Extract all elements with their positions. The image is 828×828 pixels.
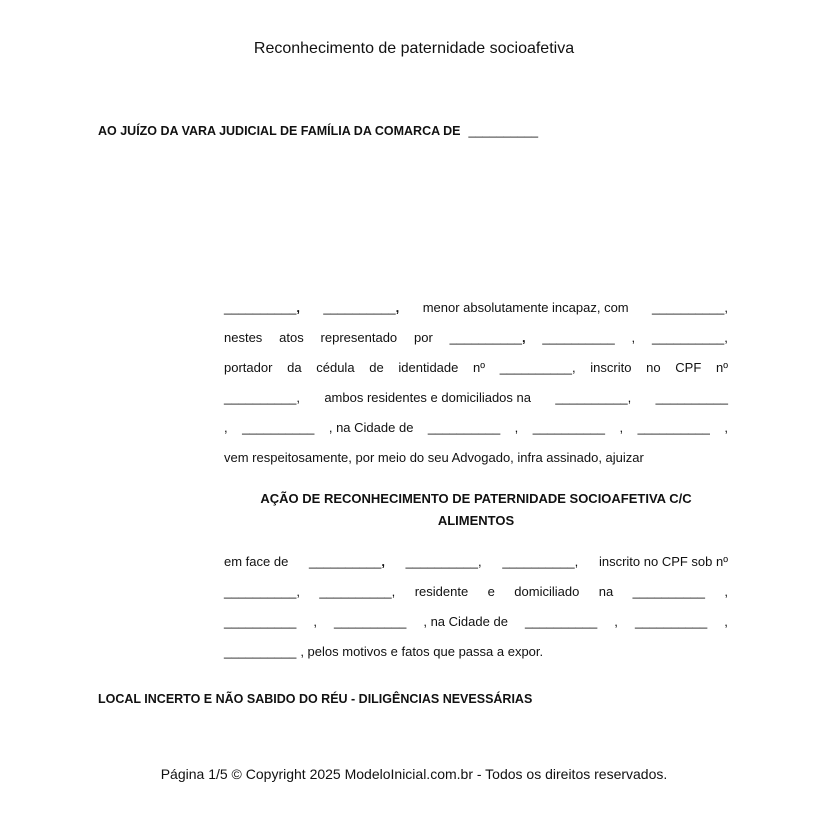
separator-comma: , [724, 614, 728, 629]
separator-comma: , [724, 420, 728, 435]
parties-line-4 [224, 390, 728, 408]
parties-word: cédula [316, 360, 355, 375]
blank-field: __________ [224, 614, 297, 629]
parties-word: de [369, 360, 384, 375]
action-title [224, 488, 728, 532]
blank-field: __________ [542, 330, 615, 345]
separator-comma: , [724, 584, 728, 599]
defendant-text: , pelos motivos e fatos que passa a expor. [300, 644, 544, 659]
parties-word: no [646, 360, 661, 375]
blank-field: __________, [323, 300, 400, 315]
blank-field: __________ [532, 420, 606, 435]
blank-field: __________, [224, 390, 300, 405]
defendant-line-4 [224, 644, 728, 662]
blank-field: __________ [632, 584, 705, 599]
separator-comma: , [614, 614, 618, 629]
defendant-location-heading: LOCAL INCERTO E NÃO SABIDO DO RÉU - DILIGÊNCIAS NEVESSÁRIAS [98, 692, 533, 706]
separator-comma: , [514, 420, 519, 435]
blank-field: __________ [224, 644, 297, 659]
parties-word: por [414, 330, 433, 345]
defendant-word: domiciliado [514, 584, 580, 599]
blank-field: __________, [499, 360, 576, 375]
parties-text: , na Cidade de [328, 420, 414, 435]
blank-field: __________, [405, 554, 482, 569]
parties-line-5 [224, 420, 728, 438]
separator-comma: , [631, 330, 636, 345]
blank-field: __________, [224, 300, 300, 315]
parties-word: nº [473, 360, 486, 375]
blank-field: __________, [449, 330, 526, 345]
court-heading-text: AO JUÍZO DA VARA JUDICIAL DE FAMÍLIA DA COMARCA DE [98, 124, 461, 138]
court-blank: __________ [468, 124, 539, 138]
defendant-word: na [598, 584, 614, 599]
parties-word: da [287, 360, 302, 375]
parties-text: menor absolutamente incapaz, com [422, 300, 629, 315]
blank-field: __________ [634, 614, 708, 629]
defendant-text: , na Cidade de [423, 614, 508, 629]
action-title-line-1: AÇÃO DE RECONHECIMENTO DE PATERNIDADE SOCIOAFETIVA C/C [260, 491, 692, 506]
defendant-line-1 [224, 554, 728, 572]
defendant-word: e [487, 584, 495, 599]
blank-field: __________ [334, 614, 407, 629]
blank-field: __________ [242, 420, 315, 435]
blank-field: __________, [652, 300, 728, 315]
parties-word: nº [715, 360, 728, 375]
parties-line-6 [224, 450, 728, 468]
parties-line-2 [224, 330, 728, 348]
separator-comma: , [619, 420, 624, 435]
blank-field: __________, [309, 554, 385, 569]
parties-word: identidade [398, 360, 459, 375]
parties-text: ambos residentes e domiciliados na [324, 390, 531, 405]
defendant-line-2 [224, 584, 728, 602]
blank-field: __________ [524, 614, 598, 629]
defendant-text: em face de [224, 554, 289, 569]
parties-word: nestes [224, 330, 263, 345]
parties-word: representado [320, 330, 398, 345]
blank-field: __________ [637, 420, 710, 435]
blank-field: __________, [651, 330, 728, 345]
blank-field: __________, [555, 390, 632, 405]
separator-comma: , [224, 420, 228, 435]
action-title-line-2: ALIMENTOS [437, 513, 515, 528]
defendant-word: residente [414, 584, 469, 599]
blank-field: __________ [427, 420, 501, 435]
defendant-line-3 [224, 614, 728, 632]
court-heading [98, 124, 538, 138]
document-title: Reconhecimento de paternidade socioafetiva [253, 40, 575, 57]
page-footer: Página 1/5 © Copyright 2025 ModeloInicial.com.br - Todos os direitos reservados. [160, 766, 668, 782]
parties-line-3 [224, 360, 728, 378]
parties-word: atos [279, 330, 304, 345]
parties-word: CPF [675, 360, 702, 375]
parties-word: portador [224, 360, 273, 375]
blank-field: __________, [319, 584, 396, 599]
defendant-text: inscrito no CPF sob nº [598, 554, 728, 569]
blank-field: __________, [224, 584, 300, 599]
parties-line-1 [224, 300, 728, 318]
separator-comma: , [313, 614, 317, 629]
parties-text: vem respeitosamente, por meio do seu Advogado, infra assinado, ajuizar [224, 450, 644, 465]
parties-word: inscrito [590, 360, 632, 375]
blank-field: __________, [502, 554, 579, 569]
blank-field: __________ [655, 390, 728, 405]
